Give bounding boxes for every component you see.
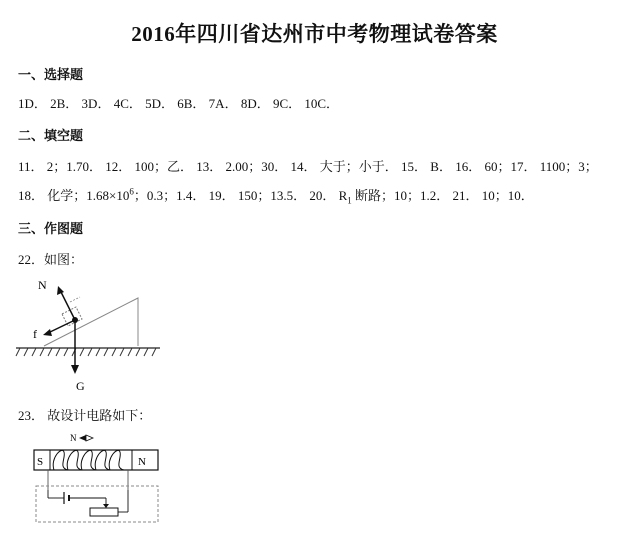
label-g: G (76, 379, 85, 393)
question-22-label: 22．如图： (18, 252, 84, 267)
fill-line2-mid: ；0.3；1.4． 19． 150；13.5． 20． R (133, 188, 348, 203)
label-n: N (38, 278, 47, 292)
electromagnet-circuit-diagram (28, 428, 168, 528)
gravity-arrowhead (71, 365, 79, 374)
rheostat (90, 508, 118, 516)
page-title: 2016年四川省达州市中考物理试卷答案 (131, 22, 498, 46)
ground-hatching (16, 348, 156, 356)
label-f: f (33, 327, 37, 341)
incline (44, 298, 138, 346)
block (62, 307, 82, 326)
subscript: 1 (347, 195, 352, 206)
friction-arrowhead (43, 329, 52, 336)
friction-arrow (48, 320, 75, 333)
compass-needle-dark (79, 435, 86, 441)
slider-arrowhead (103, 504, 109, 508)
section-heading-choice: 一、选择题 (18, 67, 84, 82)
question-23-label: 23． 故设计电路如下： (18, 408, 152, 423)
choice-answers: 1D． 2B． 3D． 4C． 5D． 6B． 7A． 8D． 9C． 10C． (18, 96, 340, 111)
fill-line2-suffix: 断路；10；1.2． 21． 10；10． (351, 188, 534, 203)
circuit-box (36, 486, 158, 522)
compass-label: N (70, 433, 77, 443)
section-heading-fill: 二、填空题 (18, 128, 84, 143)
pole-label-s: S (37, 456, 44, 468)
incline-force-diagram (14, 272, 164, 397)
normal-force-arrowhead (57, 286, 64, 295)
fill-answers-line-2 (18, 185, 534, 206)
motion-hint-arrow (70, 297, 80, 302)
fill-answers-line-1: 11． 2；1.70． 12． 100；乙． 13． 2.00；30． 14． 大于；小于． 15． B． 16． 60；17． 1100；3； (18, 159, 598, 174)
section-heading-drawing: 三、作图题 (18, 221, 84, 236)
fill-line2-prefix: 18． 化学；1.68×10 (18, 188, 130, 203)
exponent: 6 (129, 186, 134, 197)
compass-needle-light (86, 435, 93, 441)
pole-label-n: N (138, 456, 146, 468)
